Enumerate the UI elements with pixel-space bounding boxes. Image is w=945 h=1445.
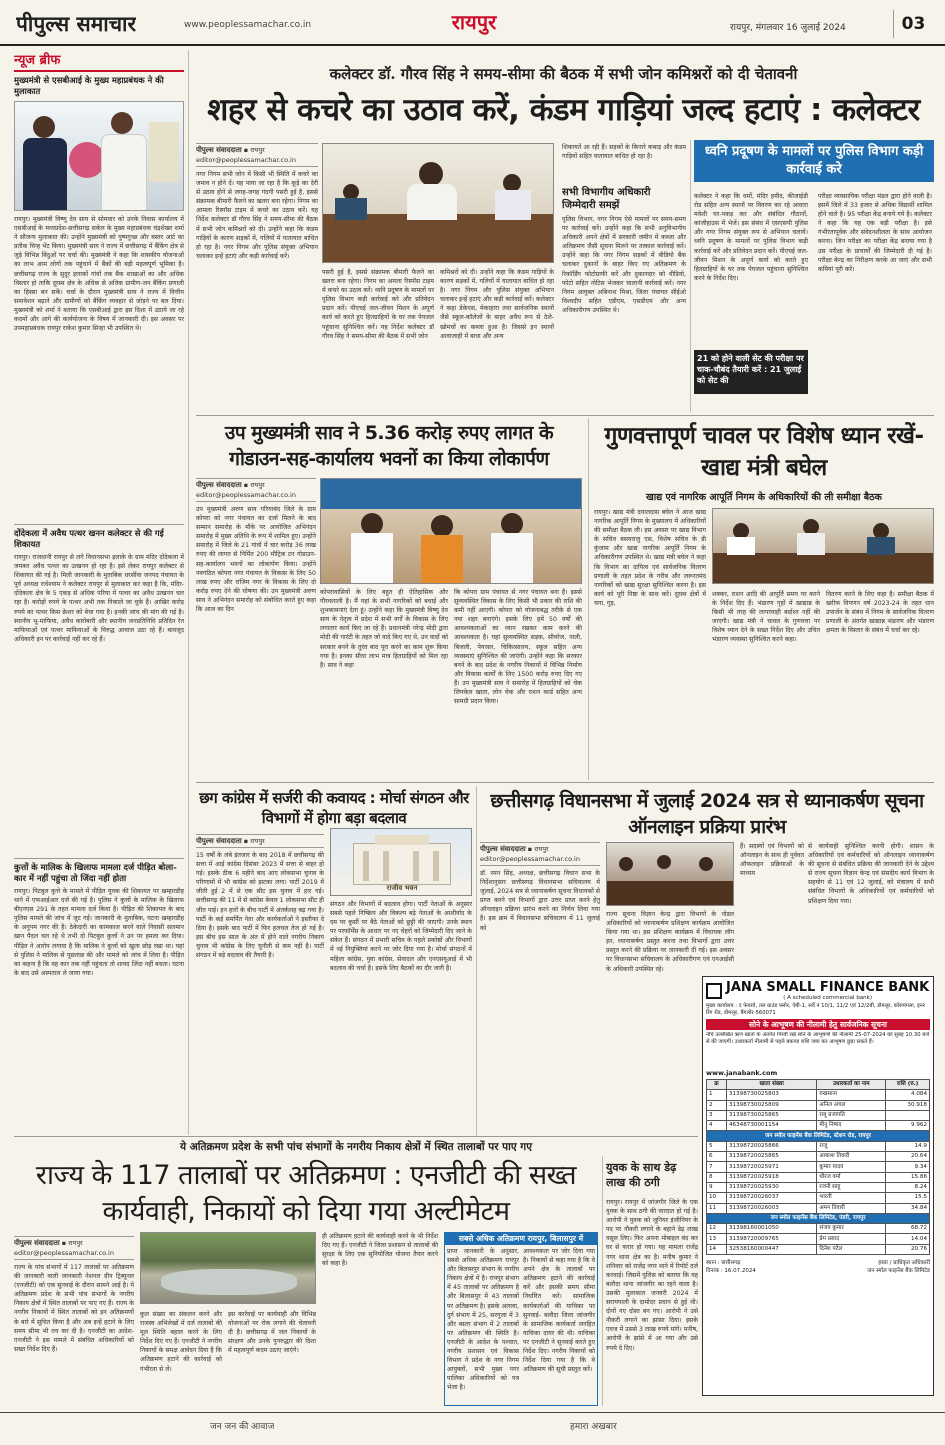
bank-cell-name: आकाश तिवारी xyxy=(817,1152,886,1162)
ngt-pond-photo xyxy=(140,1232,316,1304)
ngt-byline: पीपुल्स संवाददाता ▪ रायपुर editor@peoplessamachar.co.in xyxy=(14,1236,134,1260)
godown-email[interactable]: editor@peoplessamachar.co.in xyxy=(196,491,296,499)
table-row xyxy=(707,1110,930,1120)
bank-signature-bank: जन स्मॉल फाइनेंस बैंक लिमिटेड xyxy=(867,1268,930,1275)
paper-name: पीपुल्स समाचार xyxy=(16,12,137,36)
lead-byline: पीपुल्स संवाददाता ▪ रायपुर editor@peoplessamachar.co.in xyxy=(196,143,318,167)
bank-cell-name: संजय कुमार xyxy=(817,1224,886,1234)
ngt-box-body-1: प्राप्त जानकारी के अनुसार, सबसे अधिक अतिक्रमण रायपुर और बिलासपुर संभाग के नगरीय निकाय क्षेत्रों में है। रायपुर संभाग में 45 तालाबों पर अतिक्रमण है और बिलासपुर में 43 तालाबों पर अतिक्रमण है। इसके अलावा, दुर्ग संभाग में 25, सरगुजा में 3 और बस्तर संभाग में 2 तालाबों पर अतिक्रमण की स्थिति है। एनजीटी के आदेश के पश्चात, नगरीय प्रशासन एवं विकास विभाग ने प्रदेश के नगर निगम आयुक्तों, सभी मुख्य नगर पालिका अधिकारियों को पत्र भेजा है। xyxy=(447,1248,519,1392)
bank-cell-amount: 68.72 xyxy=(886,1224,930,1234)
ngt-body-2: कुल संख्या का संकलन करने और राजस्व अभिलेखों में दर्ज तालाबों की मूल स्थिति बहाल करने के लिए निर्देश दिए गए हैं। एनजीटी ने नगरीय निकायों के समक्ष आवेदन दिया है कि अतिक्रमण हटाने की कार्रवाई को गंभीरता से लें। xyxy=(140,1311,222,1373)
bank-cell-name: रुखसाना xyxy=(817,1090,886,1100)
bank-place: स्थान : छत्तीसगढ़ xyxy=(706,1260,741,1267)
ngt-box-title: सबसे अधिक अतिक्रमण रायपुर, बिलासपुर में xyxy=(445,1233,597,1245)
bank-cell-sr: 11 xyxy=(707,1203,727,1213)
ngt-body-1: राज्य के पांच संभागों में 117 तालाबों पर अतिक्रमण की जानकारी वाली जानकारी नेशनल ग्रीन ट्रिब्यूनल (एनजीटी) को एक सुनवाई के दौरान सामने आई है। ये अतिक्रमण प्रदेश के सभी पांच संभागों के नगरीय निकाय क्षेत्रों में स्थित तालाबों पर पाए गए हैं। राज्य के नगरीय निकायों में स्थित तालाबों को इन अतिक्रमणों के बारे में सूचित किया है और अब इन्हें हटाने के लिए समय सीमा भी तय कर दी है। एनजीटी का आदेश-एनजीटी ने इस मामले में संबंधित अधिकारियों को सख्त निर्देश दिए हैं। xyxy=(14,1264,134,1353)
table-row xyxy=(707,1172,930,1182)
rice-deck: खाद्य एवं नागरिक आपूर्ति निगम के अधिकारियों की ली समीक्षा बैठक xyxy=(646,492,882,503)
bank-cell-name: धीरज वर्मा xyxy=(817,1172,886,1182)
bank-cell-amount: 4.084 xyxy=(886,1090,930,1100)
footer-right: हमारा अखबार xyxy=(570,1422,617,1432)
ngt-col-1 xyxy=(14,1236,134,1406)
bank-col-name: उधारकर्ता का नाम xyxy=(817,1080,886,1090)
assembly-body-3: से कार्यवाही सुनिश्चित करनी होगी। शासन के अधिकारियों एवं कर्मचारियों को ऑनलाइन ध्यानाकर्षण की सूचना से संबंधित प्रक्रिया की जानकारी देने के उद्देश्य से राज्य सूचना विज्ञान केन्द्र एवं संसदीय कार्य विभाग के सहयोग से 11 एवं 12 जुलाई, को मंत्रालय में सभी संबंधित विभागों के अधिकारियों एवं कर्मचारियों को प्रशिक्षण दिया गया। xyxy=(808,843,934,905)
lead-body-1: नगर निगम सभी जोन में किसी भी स्थिति में कचरे का जमाव न होने दें। यह पाया जा रहा है कि कूड़े का देरी से उठाव होने से जगह-जगह गंदगी पसरी हुई है, इससे संक्रामक बीमारी फैलने का खतरा बना रहेगा। निगम का आमला रिस्पॉस टाइम में कचरे का उठाव करें। यह निर्देश कलेक्टर डॉ गौरव सिंह ने समय-सीमा की बैठक में सभी जोन कमिश्नरों को दी। उन्होंने कहा कि कंडम गाड़ियों के कारण सड़कों में, गलियों में यातायात बाधित हो रहा है। नगर निगम और पुलिस संयुक्त अभियान चलाकर इन्हें हटाएं और कड़ी कार्रवाई करें। xyxy=(196,171,318,260)
bank-cell-name: अनिल अंचल xyxy=(817,1100,886,1110)
godown-body-2: कोपरावासियों के लिए बहुत ही ऐतिहासिक और गौरवशाली है। मैं यहां के सभी नागरिकों को बधाई और शुभकामनाएं देता हूं। उन्होंने कहा कि मुख्यमंत्री विष्णु देव साय के नेतृत्व में प्रदेश में सभी वर्गों के विकास के लिए लगातार कार्य किए जा रहे हैं। प्रधानमंत्री नरेन्द्र मोदी द्वारा मोदी की गारंटी के तहत जो वादे किए गए थे, उन वादों को सरकार बनने के तुरंत बाद पूरा करने का काम शुरू किया गया है। इनका सीधा लाभ मात्र हितग्राहियों को मिल रहा है। साव ने कहा xyxy=(320,589,448,669)
table-row xyxy=(707,1141,930,1151)
lead-col-4 xyxy=(562,143,686,413)
bank-cell-name: दिनेश पटेल xyxy=(817,1244,886,1254)
bank-cell-sr: 7 xyxy=(707,1162,727,1172)
sound-box-body-2: परीक्षा व्यवसायिक परीक्षा मंडल द्वारा होने वाली है। इसमें जिले में 33 हजार से अधिक विद्यार्थी शामिल होने वाले है। 95 परीक्षा केंद्र बनाये गये है। कलेक्टर ने कहा कि यह एक बड़ी परीक्षा है। इसे गंभीरतापूर्वक और संवेदनशीलता के साथ आयोजन करना। जिन परीक्षा का परीक्षा केंद्र बनाया गया है उस परीक्षा के प्राचार्यों की जिम्मेदारी दी गई है। परीक्षा केन्द्र का निरीक्षण करके आ जाएं और सभी कमियां पूरी करें। xyxy=(818,193,932,273)
bank-cell-name: प्रेम प्रसाद xyxy=(817,1234,886,1244)
lead-body-3: कमिश्नरों को दी। उन्होंने कहा कि कंडम गाड़ियों के कारण सड़कों में, गलियों में यातायात बाधित हो रहा है। नगर निगम और पुलिस संयुक्त अभियान चलाकर इन्हें हटाएं और कड़ी कार्रवाई करें। कलेक्टर ने कहा डेकेएस, मेकाहारा तथा सार्वजनिक स्थानों जैसे स्कूल-कॉलेजों के बाहर अवैध रूप से ठेले-खोमचों का कब्जा हुआ है। जिससे इन स्थानों आवाजाही में बाधा और अन्य xyxy=(440,269,554,340)
bank-website[interactable]: www.janabank.com xyxy=(706,1069,778,1077)
assembly-headline: छत्तीसगढ़ विधानसभा में जुलाई 2024 सत्र से ध्यानाकर्षण सूचना ऑनलाइन प्रक्रिया प्रारंभ xyxy=(490,790,924,838)
congress-body-1: 15 वर्षों के लंबे इंतजार के बाद 2018 में छत्तीसगढ़ की सत्ता में आई कांग्रेस दिसंबर 2023 में सत्ता से बाहर हो गई। इसके ठीक 6 महीने बाद आए लोकसभा चुनाव के परिणामों में भी कांग्रेस को झटका लगा। पार्टी 2019 में जीती हुई 2 में से एक सीट इस चुनाव में हार गई। छत्तीसगढ़ की 11 में से कांग्रेस केवल 1 लोकसभा सीट ही जीत पाई। इन हारों के बीच पार्टी में अंतर्कलह बढ़ गया है। पार्टी के कई समर्पित नेता और कार्यकर्ताओं ने इस्तीफा दे दिया है। इसके बाद पार्टी में फिर हलचल तेज हो गई है। इस बीच इस साल के अंत में होने वाले नगरीय निकाय चुनाव भी कांग्रेस के लिए चुनौती से कम नहीं है। पार्टी संगठन में बड़े बदलाव की तैयारी है। xyxy=(196,852,324,960)
brief-3-body: रायपुर। पिटबुल कुत्ते के मामले में पीड़ित युवक की शिकायत पर खम्हारडीह थाने में एफआईआर दर्ज की गई है। पुलिस ने कुत्तों के मालिक के खिलाफ बीएनएस 291 के तहत मामला दर्ज किया है। पीड़ित की शिकायत के बाद पुलिस मामले की जांच में जुट गई। जानकारी के मुताबिक, घटना खम्हारडीह के अनुपम नगर की है। ठेकेदारी का कामकाज करने वाले निवासी सलमान खान पैदल चल रहे थे तभी दो पिटबुल कुत्तों ने उन पर हमला कर दिया। पीड़ित ने आरोप लगाया है कि मालिक ने कुत्तों को खुला छोड़ रखा था। यहां से पुलिस ने मालिक से पूछताछ की और मामले को जांच में लिया है। पीड़ित का कहना है कि वह कार तक नहीं पहुंचता तो शायद जिंदा नहीं बचता। घटना के बाद उसे अस्पताल ले जाया गया। xyxy=(14,888,184,977)
bank-cell-account: 31398730025809 xyxy=(726,1100,816,1110)
assembly-body-2: राज्य सूचना विज्ञान केन्द्र द्वारा विभागों के नोडल अधिकारियों को ध्यानाकर्षण प्रशिक्षण कार्यक्रम आयोजित किया गया था। इस प्रशिक्षण कार्यक्रम में विधायक लॉग इन, ध्यानाकर्षण प्रस्तुत करना तथा विभागों द्वारा उत्तर प्रस्तुत करने की प्रक्रिया पर जानकारी दी गई। इस अवसर पर विधानसभा सचिवालय के अधिकारीगण एवं एनआईसी के अधिकारी उपस्थित रहे। xyxy=(606,911,734,973)
bank-cell-account: 31398720025866 xyxy=(726,1141,816,1151)
table-row xyxy=(707,1193,930,1203)
lead-col-1 xyxy=(196,143,318,408)
bank-cell-amount: 15.86 xyxy=(886,1172,930,1182)
bank-cell-amount: 9.962 xyxy=(886,1121,930,1131)
rice-body-3: वितरण करने के लिए कहा है। समीक्षा बैठक में खरीफ विपणन वर्ष 2023-24 के तहत धान उपार्जन के संबंध में निगम के सार्वजनिक वितरण प्रणाली के अंतर्गत खाद्यान्न भंडारण और भंडारण क्षमता के विस्तार के संबंध में चर्चा कर रहे। xyxy=(826,591,934,635)
bank-cell-name: मीनु निषाद xyxy=(817,1121,886,1131)
lead-subhead: सभी विभागीय अधिकारी जिम्मेदारी समझें xyxy=(562,187,651,211)
bank-cell-sr: 5 xyxy=(707,1141,727,1151)
bank-cell-amount: 20.76 xyxy=(886,1244,930,1254)
bank-cell-sr: 6 xyxy=(707,1152,727,1162)
table-row xyxy=(707,1203,930,1213)
lead-body-4: शिकायतें आ रही हैं। सड़कों के किनारे कबाड़ और कंडम गाड़ियों सहित यातायात बाधित हो रहा है। xyxy=(562,144,686,161)
lead-email[interactable]: editor@peoplessamachar.co.in xyxy=(196,156,296,164)
bank-notice-title: सोने के आभूषण की नीलामी हेतु सार्वजनिक सूचना xyxy=(706,1019,930,1030)
sound-box-headline: ध्वनि प्रदूषण के मामलों पर पुलिस विभाग कड़ी कार्रवाई करे xyxy=(694,140,934,182)
bank-cell-sr: 2 xyxy=(707,1100,727,1110)
table-row xyxy=(707,1100,930,1110)
bank-cell-name: भारती xyxy=(817,1193,886,1203)
ngt-side-box xyxy=(444,1232,598,1406)
assembly-byline: पीपुल्स संवाददाता ▪ रायपुर editor@peoplessamachar.co.in xyxy=(480,842,600,866)
bank-cell-name: रामू प्रजापति xyxy=(817,1110,886,1120)
bank-cell-amount: 14.9 xyxy=(886,1141,930,1151)
lead-headline: शहर से कचरे का उठाव करें, कंडम गाड़ियां जल्द हटाएं : कलेक्टर xyxy=(207,92,920,128)
assembly-body-1: डॉ. रमन सिंह, अध्यक्ष, छत्तीसगढ़ विधान सभा के निर्देशानुसार छत्तीसगढ़ विधानसभा सचिवालय में जुलाई, 2024 सत्र से ध्यानाकर्षण सूचना विधायकों से प्राप्त करने एवं विभागों द्वारा उत्तर प्राप्त करने हेतु ऑनलाइन प्रक्रिया प्रारंभ करने का निर्णय लिया गया है। इस क्रम में विधानसभा सचिवालय में 11 जुलाई को xyxy=(480,870,600,932)
bank-cell-sr: 14 xyxy=(707,1244,727,1254)
lead-col-2 xyxy=(322,268,434,413)
congress-building-photo xyxy=(330,828,472,896)
news-brief-label: न्यूज ब्रीफ xyxy=(14,50,184,72)
rice-photo xyxy=(712,508,934,584)
table-row xyxy=(707,1244,930,1254)
table-row xyxy=(707,1152,930,1162)
bank-cell-amount: 30.918 xyxy=(886,1100,930,1110)
lead-body-2: पसरी हुई है, इससे संक्रामक बीमारी फैलने का खतरा बना रहेगा। निगम का अमला रिस्पॉस टाइम में कचरे का उठाव करें। ध्वनि प्रदूषण के मामलों पर पुलिस विभाग कड़ी कार्रवाई करे और प्रतिवेदन प्रदान करें। पीएचई जल-जीवन मिशन के अपूर्ण कार्य को करते हुए हितग्राहियों के घर तक पेयजल पहुंचाना सुनिश्चित करें। यह निर्देश कलेक्टर डॉ गौरव सिंह ने समय-सीमा की बैठक में सभी जोन xyxy=(322,269,434,340)
paper-url[interactable]: www.peoplessamachar.co.in xyxy=(184,20,312,30)
bank-cell-account: 31398720025918 xyxy=(726,1172,816,1182)
bank-cell-amount xyxy=(886,1110,930,1120)
godown-body-1: उप मुख्यमंत्री अरुण साव गरियाबंद जिले के ग्राम कोपरा को नगर पंचायत का दर्जा मिलने के बाद सम्मान समारोह के मौके पर आयोजित अभिनंदन समारोह में मुख्य अतिथि के रूप में शामिल हुए। उन्होंने समारोह में जिले के 21 गांवों में चार करोड़ 36 लाख रुपए की लागत से निर्मित 200 मीट्रिक टन गोडाउन-सह-कार्यालय भवनों का लोकार्पण किया। उन्होंने नवगठित कोपरा नगर पंचायत के विकास के लिए 50 लाख रुपए और राजिम नगर के विकास के लिए दो करोड़ रुपए देने की घोषणा की। उप मुख्यमंत्री अरुण साव ने अभिनंदन समारोह को संबोधित करते हुए कहा कि आज का दिन xyxy=(196,506,316,614)
bank-cell-account: 31398720026003 xyxy=(726,1203,816,1213)
footer xyxy=(0,1412,945,1445)
page-number: 03 xyxy=(893,10,933,38)
bank-notice-text: नीचे उल्लेखित ऋण खातों के अंतर्गत गिरवी रखे सोने के आभूषणों की नीलामी 25-07-2024 को सुबह 10.30 बजे से की जाएगी। उधारकर्ता नीलामी से पहले बकाया राशि जमा कर आभूषण छुड़ा सकते हैं। xyxy=(706,1032,930,1045)
footer-left: जन जन की आवाज xyxy=(210,1422,275,1432)
table-row xyxy=(707,1162,930,1172)
bank-tagline: ( A scheduled commercial bank) xyxy=(783,995,873,1001)
congress-col-1 xyxy=(196,834,324,1134)
brief-2-body: रायपुर। राजधानी रायपुर से लगे विधानसभा इलाके के ग्राम मंदिर दोंदेकला में जमकर अवैध पत्थर का उत्खनन हो रहा है। इसे लेकर रायपुर कलेक्टर से शिकायत की गई है। मिली जानकारी के मुताबिक धरसींवा जनपद पंचायत के पूर्व अध्यक्ष राधेश्याम ने कलेक्टर रायपुर से मुलाकात कर कहा है कि, मंदिर-दोंदेकला क्षेत्र के 5 एकड़ से अधिक परिया में पत्थर का अवैध उत्खनन चल रहा है। करोड़ों रुपये के पत्थर अभी तक निकाले जा चुके हैं। आखिर करोड़ रुपये का पत्थर किस क्रेशर को बेचा गया है। इनकी जांच की मांग की गई है। स्थानीय भू-माफिया, अवैध कारोबारी और स्थानीय जनप्रतिनिधि प्रतिदिन रेत माफियाओं एवं पत्थर माफियाओं के विरुद्ध आवाज उठा रहे हैं। बावजूद अधिकारी इन पर कार्रवाई नहीं कर रहे हैं। xyxy=(14,554,184,643)
godown-photo xyxy=(320,478,582,584)
bank-cell-name: रजनी साहू xyxy=(817,1182,886,1192)
table-row xyxy=(707,1182,930,1192)
rice-body-2: शक्कर, राशन आदि की आपूर्ति समय पर करने के निर्देश दिए हैं। भंडारण गृहों में खाद्यान्न के किसी भी तरह की लापरवाही बर्दाश्त नहीं की जाएगी। खाद्य मंत्री ने चावल के गुणवत्ता पर विशेष ध्यान देने के सख्त निर्देश दिए और उचित भंडारण व्यवस्था सुनिश्चित करने कहा। xyxy=(712,591,820,644)
bank-cell-amount: 34.84 xyxy=(886,1203,930,1213)
lead-kicker: कलेक्टर डॉ. गौरव सिंह ने समय-सीमा की बैठक में सभी जोन कमिश्नरों को दी चेतावनी xyxy=(329,65,798,83)
bank-name: JANA SMALL FINANCE BANK xyxy=(726,980,930,995)
sound-box-body-1: कलेक्टर ने कहा कि धर्मो, मंदिर हमीद, कीजाईडी रोड सहित अन्य स्थानों पर विवरण कर रहे आवारा मवेशी घर-पकड़ कर और संबंधित गौठानों, कांजीहाउस में भेजें। इस संबंध में एसएसपी पुलिस और नगर निगम संयुक्त रूप से अभियान चलायें। ध्वनि प्रदूषण के मामलों पर पुलिस विभाग कड़ी कार्रवाई करें और प्रतिवेदन प्रदान करें। पीएचई जल-जीवन मिशन के अपूर्ण कार्य को करते हुए हितग्राहियों के घर तक पेयजल पहुंचाना सुनिश्चित करने के निर्देश दिए। xyxy=(694,193,808,282)
bank-col-account: खाता संख्या xyxy=(726,1080,816,1090)
bank-branch-row: जन स्मॉल फाइनेंस बैंक लिमिटेड, पंडरी, रायपुर xyxy=(707,1213,930,1223)
bank-auction-table xyxy=(706,1079,930,1255)
table-row xyxy=(707,1224,930,1234)
bank-cell-amount: 14.04 xyxy=(886,1234,930,1244)
ngt-email[interactable]: editor@peoplessamachar.co.in xyxy=(14,1249,114,1257)
congress-body-2: संगठन और विभागों में बदलाव होगा। पार्टी नेताओं के अनुसार सबसे पहले निष्क्रिय और विकल्प बढ़े नेताओं के आशीर्वाद के दम पर कुर्सी पर बैठे नेताओं को छुट्टी की जाएगी। उनके स्थान पर परफॉर्मेंस के आधार पर नए चेहरों को जिम्मेदारी दिए जाने के संकेत हैं। संगठन में प्रभारी सचिव के पहले प्रकोष्ठों और विभागों में नई नियुक्तियां करने पर जोर दिया गया है। मोर्चा संगठनों में महिला कांग्रेस, युवा कांग्रेस, सेवादल और एनएसयूआई में भी बदलाव की चर्चा है। इसके लिए बैठकों का दौर जारी है। xyxy=(330,901,472,972)
table-row xyxy=(707,1234,930,1244)
lead-body-5: पुलिस विभाग, नगर निगम ऐसे मामलों पर समय-समय पर कार्रवाई करें। उन्होंने कहा कि सभी अनुविभागीय अधिकारी अपने क्षेत्रों में सरकारी जमीन में कब्जा और अतिक्रमण जैसी सूचना मिलने पर तत्काल कार्रवाई करें। उन्होंने कहा कि नगर निगम सड़कों में बीडियो बैंक चलाकर दुकानों के बाहर किए गए अतिक्रमण के रिकॉर्डिंग फोटोग्राफी करें और दुकानदार को वीडियो, फोटो सहित नोटिस भेजकर चालानी कार्रवाई करें। नगर निगम आयुक्त अबिनाश मिश्रा, जिला पंचायत सीईओ विश्वदीप सहित एडीएम, एसडीएम और अन्य अधिकारीगण उपस्थित थे। xyxy=(562,216,686,314)
brief-1-body: रायपुर। मुख्यमंत्री विष्णु देव साय से सोमवार को उनके निवास कार्यालय में एसबीआई के मध्यप्रदेश-छत्तीसगढ़ सर्कल के मुख्य महाप्रबंधक चंद्रशेखर शर्मा ने सौजन्य मुलाकात की। उन्होंने मुख्यमंत्री को पुष्पगुच्छ और बस्तर आर्ट का प्रतीक चिन्ह भेंट किया। मुख्यमंत्री साय ने राज्य में छत्तीसगढ़ में बैंकिंग क्षेत्र से जुड़े विभिन्न बिंदुओं पर चर्चा की। मुख्यमंत्री ने कहा कि शासकीय योजनाओं का लाभ आम लोगों तक पहुंचाने में बैंकों की बड़ी महत्वपूर्ण भूमिका है। छत्तीसगढ़ राज्य के सुदूर इलाकों गांवों तक बैंक शाखाओं का और अधिक विस्तार हो ताकि दूरस्थ क्षेत्र के अधिक से अधिक ग्रामीण-जन बैंकिंग प्रणाली का हिस्सा बन सकें। चर्चा के दौरान मुख्यमंत्री साय ने राज्य में वित्तीय समावेशन बढ़ाने और ग्रामीणों को बैंकिंग व्यवहार से जोड़ने पर बल दिया। मुख्यमंत्री को शर्मा ने बताया कि एसबीआई द्वारा इस दिशा में उठाये जा रहे कदमों और आगे की कार्ययोजना के विषय में जानकारी दी। इस अवसर पर उपमहाप्रबंधक रायपुर राकेश कुमार सिन्हा भी उपस्थित थे। xyxy=(14,216,184,333)
ngt-body-3: इस कार्रवाई पर कार्यवाही और विभिन्न योजनाओं पर रोक लगाने की चेतावनी दी है। छत्तीसगढ़ में जल निकायों के संरक्षण और उनके पुनरुद्धार की दिशा में महत्वपूर्ण कदम उठाए जाएंगे। xyxy=(228,1311,316,1355)
bank-cell-sr: 8 xyxy=(707,1172,727,1182)
sound-box-highlight: 21 को होने वाली सेट की परीक्षा पर चाक-चौबंद तैयारी करें : 21 जुलाई को सेट की xyxy=(694,350,808,394)
congress-building-label: राजीव भवन xyxy=(386,884,418,892)
bank-cell-sr: 12 xyxy=(707,1224,727,1234)
bank-cell-name: कुमार यादव xyxy=(817,1162,886,1172)
bank-cell-amount: 15.5 xyxy=(886,1193,930,1203)
ngt-headline: राज्य के 117 तालाबों पर अतिक्रमण : एनजीटी की सख्त कार्यवाही, निकायों को दिया गया अल्टीमेटम xyxy=(35,1160,577,1227)
bank-cell-amount: 20.64 xyxy=(886,1152,930,1162)
assembly-col-1 xyxy=(480,842,600,1136)
sound-pollution-box xyxy=(694,140,934,412)
brief-3-headline: कुत्तों के मालिक के खिलाफ मामला दर्ज पीड़ित बोला-कार में नहीं पहुंचा तो जिंदा नहीं होता xyxy=(14,862,177,883)
bank-cell-account: 31398720025971 xyxy=(726,1162,816,1172)
bank-cell-sr: 9 xyxy=(707,1182,727,1192)
bank-cell-account: 31398730025803 xyxy=(726,1090,816,1100)
rice-body-1: रायपुर। खाद्य मंत्री दयालदास बघेल ने आज खाद्य नागरिक आपूर्ति निगम के मुख्यालय में अधिकारियों की समीक्षा बैठक ली। इस अवसर पर खाद्य विभाग के सचिव बसवराजु एस, विशेष सचिव के डी कुंजाम और खाद्य नागरिक आपूर्ति निगम के अधिकारीगण उपस्थित थे। खाद्य मंत्री बघेल ने कहा कि विभाग का दायित्व एवं सार्वजनिक वितरण प्रणाली के तहत प्रदेश के गरीब और जरूरतमंद नागरिकों को खाद्य सुरक्षा सुनिश्चित करना है। इस कार्य को पूरी निष्ठा के साथ करें। दूरस्थ क्षेत्रों में चना, गुड़, xyxy=(594,509,706,607)
bank-cell-amount: 8.24 xyxy=(886,1182,930,1192)
congress-byline: पीपुल्स संवाददाता ▪ रायपुर xyxy=(196,834,324,848)
bank-cell-account: 31398720025930 xyxy=(726,1182,816,1192)
bank-cell-account: 31398730025865 xyxy=(726,1110,816,1120)
fraud-headline: युवक के साथ डेढ़ लाख की ठगी xyxy=(606,1161,677,1189)
bank-col-amount: राशि (रु.) xyxy=(886,1080,930,1090)
godown-headline: उप मुख्यमंत्री साव ने 5.36 करोड़ रुपए लागत के गोडाउन-सह-कार्यालय भवनों का किया लोकार्पण xyxy=(224,422,554,470)
bank-cell-account: 46348730001154 xyxy=(726,1121,816,1131)
brief-1-photo xyxy=(14,101,184,211)
bank-cell-sr: 4 xyxy=(707,1121,727,1131)
godown-byline: पीपुल्स संवाददाता ▪ रायपुर editor@peoplessamachar.co.in xyxy=(196,478,316,502)
bank-cell-account: 31398160001050 xyxy=(726,1224,816,1234)
bank-cell-name: अमन तिवारी xyxy=(817,1203,886,1213)
fraud-body: रायपुर। रायपुर में जांजगीर जिले के एक युवक के साथ ठगी की वारदात हो गई है। आरोपी ने युवक को जूनियर इंजीनियर के पद पर नौकरी लगाने के बहाने डेढ़ लाख वसूल लिए। फिर अपना मोबाइल बंद कर घर से फरार हो गया। यह मामला राजेंद्र नगर थाना क्षेत्र का है। मनीष कुमार ने शनिवार को राजेंद्र नगर थाने में रिपोर्ट दर्ज करवाई। जिसमें पुलिस को बताया कि वह बलौदा थाना जांजगीर का रहने वाला है। उसकी मुलाकात जनवरी 2024 में सरायपाली के दामोदर प्रधान से हुई थी। दोनों नए दोस्त बन गए। आरोपी ने उसे नौकरी लगाने का झांसा दिया। इसके एवज में उससे 3 लाख रुपये मांगे। मनीष, आरोपी के झांसे में आ गया और उसे रुपये दे दिए। xyxy=(606,1199,698,1352)
ngt-kicker: ये अतिक्रमण प्रदेश के सभी पांच संभागों के नगरीय निकाय क्षेत्रों में स्थित तालाबों पर पाए गए xyxy=(179,1141,533,1153)
bank-notice-ad xyxy=(702,976,934,1396)
ngt-body-4: ही अतिक्रमण हटाने की कार्यवाही करने के भी निर्देश दिए गए हैं। एनजीटी ने जिला प्रशासन से तालाबों की सुरक्षा के लिए एक सुनियोजित योजना तैयार करने को कहा है। xyxy=(322,1233,438,1268)
bank-cell-sr: 3 xyxy=(707,1110,727,1120)
bank-cell-name: राजू xyxy=(817,1141,886,1151)
bank-date: दिनांक : 16.07.2024 xyxy=(706,1268,756,1275)
bank-address: मुख्य कार्यालय : द फेयरवे, तल ग्राउंड फ्लोर, ऐबी-1, सर्वे नं 10/1, 11/2 एवं 12/2बी, डोमलूर, कोरामंगला, इनर रिंग रोड, डोमलूर, बैंगलोर-560071 xyxy=(706,1003,925,1016)
bank-cell-sr: 13 xyxy=(707,1234,727,1244)
rice-headline: गुणवत्तापूर्ण चावल पर विशेष ध्यान रखें- खाद्य मंत्री बघेल xyxy=(604,423,924,481)
bank-cell-sr: 10 xyxy=(707,1193,727,1203)
bank-signature: हस्ता / प्राधिकृत अधिकारी xyxy=(878,1260,930,1267)
bank-col-sr: क्र xyxy=(707,1080,727,1090)
dateline: रायपुर, मंगलवार 16 जुलाई 2024 xyxy=(730,23,846,33)
bank-cell-account: 31398720009765 xyxy=(726,1234,816,1244)
bank-cell-account: 31398720025865 xyxy=(726,1152,816,1162)
bank-cell-amount: 9.34 xyxy=(886,1162,930,1172)
lead-col-3 xyxy=(440,268,554,413)
city-tag: रायपुर xyxy=(451,10,497,34)
bank-cell-sr: 1 xyxy=(707,1090,727,1100)
bank-cell-account: 32538160000447 xyxy=(726,1244,816,1254)
ngt-box-body-2: आवश्यकता पर जोर दिया गया है। निकायों से कहा गया है कि वे अपने क्षेत्र के तालाबों पर अतिक्रमण हटाने की कार्रवाई करें और इसकी समय सीमा निर्धारित करें। सामाजिक कार्यकर्ताओं की याचिका पर सुनवाई- बलौदा जिला जांजगीर के सामाजिक कार्यकर्ता जनहित याचिका दायर की थी। याचिका पर एनजीटी ने सुनवाई करते हुए निर्देश दिए। नगरीय निकायों को निर्देश दिया गया है कि वे अतिक्रमण की सूची प्रस्तुत करें। xyxy=(523,1248,595,1374)
congress-headline: छग कांग्रेस में सर्जरी की कवायद : मोर्चा संगठन और विभागों में होगा बड़ा बदलाव xyxy=(199,789,469,827)
assembly-body-4b: हैं। सदस्यों एवं विभागों को ऑनलाइन के साथ ही पूर्ववत ऑफलाइन प्रक्रियाओं के माध्यम xyxy=(740,843,804,878)
brief-2-headline: दोंदेकला में अवैध पत्थर खनन कलेक्टर से की गई शिकायत xyxy=(14,528,164,549)
bank-cell-account: 31398720026037 xyxy=(726,1193,816,1203)
godown-body-3: कि कोपरा ग्राम पंचायत से नगर पंचायत बना है। इससे सुव्यवस्थित विकास के लिए किसी भी प्रकार की राशि की कमी नहीं आएगी। कोपरा को योजनाबद्ध तरीके से एक नया शहर बनाएंगे। इसके लिए हमें 50 वर्षों की आवश्यकताओं का ध्यान रखकर काम करने की आवश्यकता है। यहां सुव्यवस्थित सड़क, सीवरेज, नाली, बिजली, पेयजल, चिकित्सालय, स्कूल सहित अन्य व्यवस्थाएं सुनिश्चित की जाएंगी। उन्होंने कहा कि सरकार बनने के बाद प्रदेश के नगरीय निकायों में विभिन्न निर्माण और विकास कार्यों के लिए 1500 करोड़ रुपए दिए गए हैं। उप मुख्यमंत्री साव ने समारोह में हितग्राहियों को चेक लिफ्केल खाता, लोन चेक और राशन कार्ड सहित अन्य सामग्री प्रदान किया। xyxy=(454,589,582,706)
bank-table-header-row xyxy=(707,1080,930,1090)
table-row xyxy=(707,1090,930,1100)
godown-col-1 xyxy=(196,478,316,778)
assembly-photo xyxy=(606,842,734,906)
table-row xyxy=(707,1121,930,1131)
brief-1-headline: मुख्यमंत्री से एसबीआई के मुख्य महाप्रबंधक ने की मुलाकात xyxy=(14,75,164,96)
bank-logo-icon xyxy=(706,983,722,999)
lead-photo-meeting xyxy=(322,143,554,263)
bank-branch-row: जन स्मॉल फाइनेंस बैंक लिमिटेड, स्टेशन रोड, रायपुर xyxy=(707,1131,930,1141)
masthead xyxy=(0,0,945,46)
assembly-email[interactable]: editor@peoplessamachar.co.in xyxy=(480,855,580,863)
